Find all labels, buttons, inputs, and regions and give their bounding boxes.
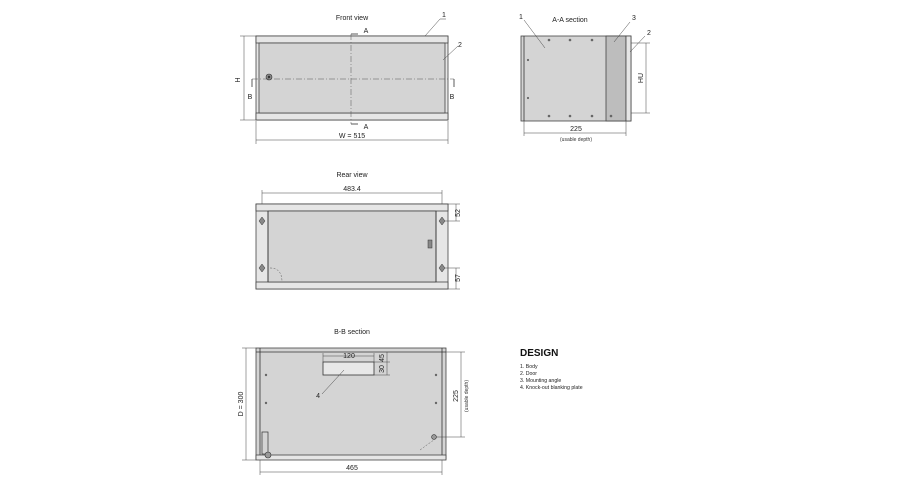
callout-2-label: 2 — [458, 42, 462, 49]
bb-screw — [265, 402, 267, 404]
design-heading: DESIGN — [520, 348, 559, 359]
aa-mounting-angle — [606, 36, 626, 121]
callout-1-label: 1 — [442, 12, 446, 19]
aa-screw — [527, 97, 529, 99]
bb-screw — [435, 402, 437, 404]
front-view — [235, 12, 462, 144]
aa-callout-2-label: 2 — [647, 30, 651, 37]
bb-section-title: B-B section — [334, 329, 370, 336]
bb-door — [256, 455, 446, 460]
bb-usable-depth-note: (usable depth) — [464, 380, 470, 412]
aa-screw — [569, 115, 572, 118]
front-bottom-rail — [256, 113, 448, 120]
callout-1-leader — [425, 19, 440, 36]
bb-section-view — [238, 329, 470, 475]
bb-screw — [265, 374, 267, 376]
aa-depth-note: (usable depth) — [560, 137, 592, 143]
section-a-label-top: A — [363, 28, 369, 35]
aa-section-title: A-A section — [552, 17, 588, 24]
rear-top-rail — [256, 204, 448, 211]
aa-screw — [610, 115, 613, 118]
aa-screw — [591, 39, 594, 42]
rear-top-offset-value: 52 — [455, 209, 462, 217]
front-top-rail — [256, 36, 448, 43]
rear-bottom-rail — [256, 282, 448, 289]
slot-width-value: 120 — [343, 353, 355, 360]
aa-depth-value: 225 — [570, 126, 582, 133]
rear-view-title: Rear view — [336, 172, 368, 179]
front-door-glass — [259, 43, 445, 113]
legend-item-mounting-angle: 3. Mounting angle — [520, 378, 562, 384]
aa-screw — [591, 115, 594, 118]
latch-icon — [428, 240, 432, 248]
bb-width-value: 465 — [346, 465, 358, 472]
rear-panel — [268, 211, 436, 282]
legend-item-door: 2. Door — [520, 371, 538, 377]
lock-keyhole — [268, 76, 270, 78]
bb-usable-depth-value: 225 — [453, 390, 460, 402]
aa-screw — [527, 59, 529, 61]
width-dim-label: W = 515 — [338, 133, 366, 140]
aa-section-view — [519, 14, 651, 143]
callout-4-label: 4 — [316, 393, 320, 400]
legend-item-body: 1. Body — [520, 364, 538, 370]
aa-screw — [548, 39, 551, 42]
section-b-label-left: B — [247, 94, 253, 101]
front-view-title: Front view — [335, 15, 369, 22]
aa-screw — [548, 115, 551, 118]
rear-width-value: 483.4 — [343, 186, 361, 193]
slot-offset-value: 45 — [379, 354, 386, 362]
section-b-label-right: B — [449, 94, 455, 101]
legend-item-knockout-plate: 4. Knock-out blanking plate — [520, 385, 583, 391]
height-dim-label: H — [235, 77, 242, 83]
section-a-label-bottom: A — [363, 124, 369, 131]
rear-bottom-offset-value: 57 — [455, 274, 462, 282]
bb-screw — [435, 374, 437, 376]
hu-dim-label: HU — [638, 72, 645, 84]
rear-view — [256, 172, 462, 289]
aa-door — [626, 36, 631, 121]
aa-callout-3-label: 3 — [632, 15, 636, 22]
aa-callout-1-label: 1 — [519, 14, 523, 21]
hinge-icon — [265, 452, 271, 458]
slot-height-value: 30 — [379, 365, 386, 373]
design-legend — [520, 348, 583, 391]
aa-callout-2-leader — [630, 36, 645, 52]
aa-screw — [569, 39, 572, 42]
knockout-plate — [323, 362, 374, 375]
lock-icon — [432, 435, 437, 440]
depth-dim-label: D = 300 — [238, 391, 245, 417]
